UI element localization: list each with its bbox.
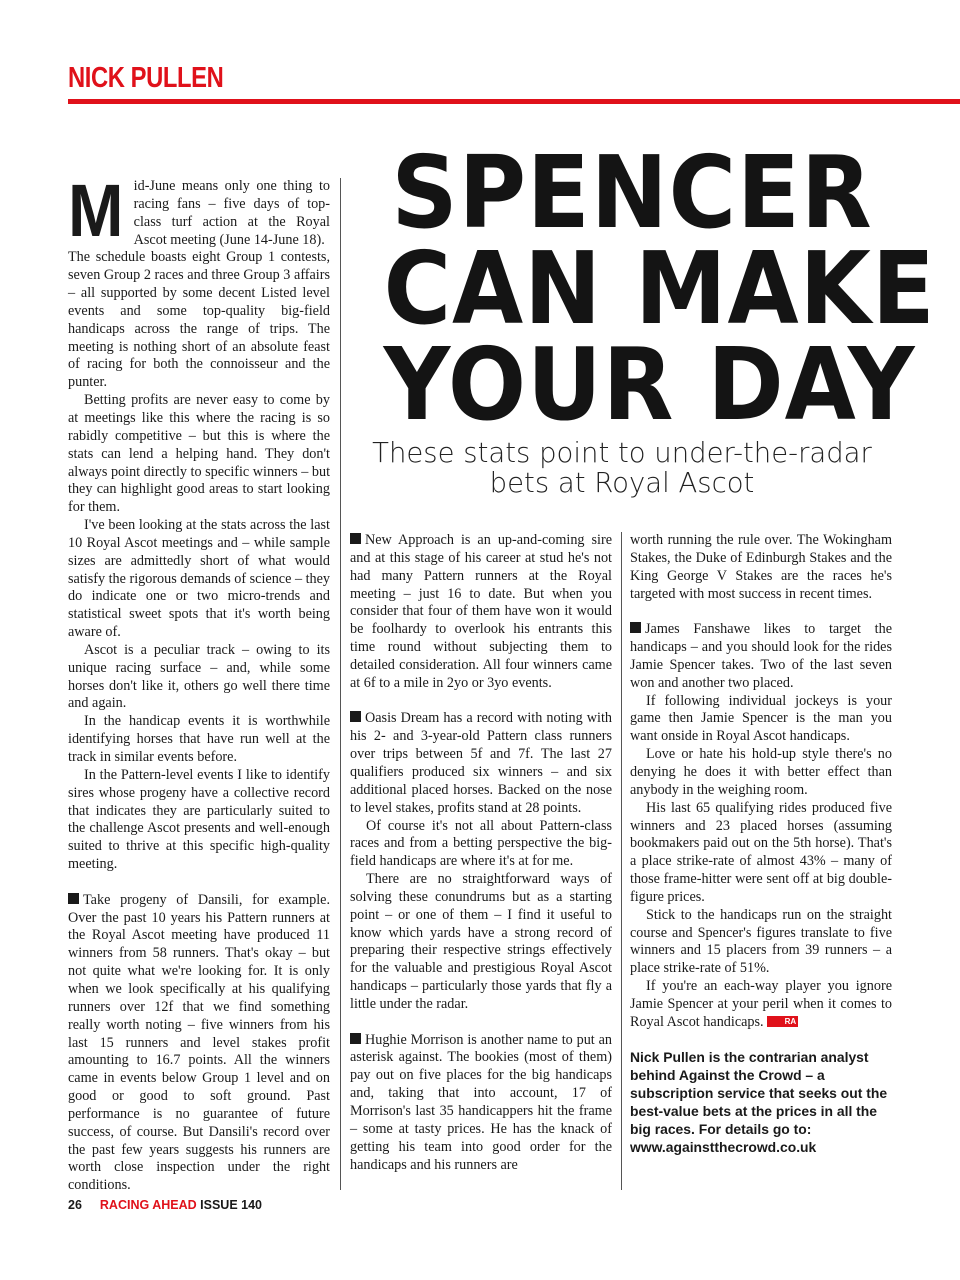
article-column-2 <box>350 532 612 1174</box>
standfirst: These stats point to under-the-radar bets at Royal Ascot <box>372 437 872 499</box>
drop-cap: M <box>68 169 124 252</box>
paragraph-text: James Fanshawe likes to target the handicaps – and you should look for the rides Jamie Spencer takes. Two of the last seven won and another two placed. <box>630 621 892 691</box>
headline <box>362 134 936 443</box>
headline-line-3: YOUR DAY <box>383 326 916 443</box>
paragraph: In the Pattern-level events I like to identify sires whose progeny have a collective record that indicates they are particularly suited to the challenge Ascot presents and well-enough suited to thrive at this specific high-quality meeting. <box>68 766 330 873</box>
article-column-1 <box>68 169 331 1195</box>
paragraph: The schedule boasts eight Group 1 contests, seven Group 2 races and three Group 3 affairs – all supported by some decent Listed level events and some top-quality big-field handicaps across the range of trips. The meeting is nothing short of an absolute feast of racing for both the connoisseur and the punter. <box>68 249 330 391</box>
paragraph-text: id-June means only one thing to racing fans – five days of top-class turf action at the Royal Ascot meeting (June 14-June 18). <box>133 178 330 248</box>
paragraph-text: If you're an each-way player you ignore Jamie Spencer at your peril when it comes to Royal Ascot handicaps. <box>630 978 892 1030</box>
paragraph-text: New Approach is an up-and-coming sire and at this stage of his career at stud he's not had many Pattern runners at the Royal meeting – just 16 to date. But when you consider that four of them have won it would be foolhardy to overlook his entrants this time round without subjecting them to detailed consideration. All four winners came at 6f to a mile in 2yo or 3yo events. <box>350 532 612 691</box>
paragraph: There are no straightforward ways of solving these conundrums but as a starting point – or one of them – I find it useful to know which yards have a strong record of preparing their respective strings effectively for the valuable and prestigious Royal Ascot handicaps – particularly those yards that fly a little under the radar. <box>350 871 612 1012</box>
paragraph: In the handicap events it is worthwhile identifying horses that have run well at the track in similar events before. <box>68 713 330 765</box>
headline-line-1: SPENCER <box>391 134 873 251</box>
paragraph: His last 65 qualifying rides produced five winners and 23 placed horses (assuming bookmakers paid out on the 5th horse). That's a place strike-rate of almost 43% – many of those frame-hitter were sent off at big double-figure prices. <box>630 799 892 905</box>
square-bullet-icon <box>630 622 641 633</box>
paragraph: Love or hate his hold-up style there's no denying he does it with better effect than anybody in the weighing room. <box>630 746 892 798</box>
square-bullet-icon <box>350 711 361 722</box>
paragraph <box>630 621 892 692</box>
paragraph: Betting profits are never easy to come by at meetings like this where the racing is so rabidly competitive – but this is where the stats can lend a helping hand. They don't always point directly to specific winners – but they can highlight good areas to start looking for them. <box>68 392 331 516</box>
paragraph: I've been looking at the stats across the last 10 Royal Ascot meetings and – while sample sizes are admittedly short of what would satisfy the rigorous demands of science – they do indicate one or two micro-trends and statistical sweet spots that it's worth being aware of. <box>68 517 331 641</box>
end-mark-logo: RA <box>767 1016 799 1027</box>
paragraph: Stick to the handicaps run on the straight course and Spencer's figures translate to five winners and 15 placers from 39 runners – a place strike-rate of 51%. <box>630 906 892 977</box>
column-divider-2 <box>621 532 622 1190</box>
paragraph <box>68 892 330 1195</box>
paragraph: Of course it's not all about Pattern-class races and from a betting perspective the big-field handicaps are where it's at for me. <box>350 817 612 870</box>
paragraph-text: Hughie Morrison is another name to put an asterisk against. The bookies (most of them) pay out on five places for the big handicaps and, taking that into account, 17 of Morrison's last 35 handicappers hit the frame – some at tasty prices. He has the knack of getting his team into good order for the handicaps and his runners are <box>350 1031 612 1173</box>
paragraph <box>630 978 892 1032</box>
column-divider-1 <box>340 178 341 1190</box>
paragraph-text: Oasis Dream has a record with noting with his 2- and 3-year-old Pattern class runners over trips between 5f and 7f. The last 27 qualifiers produced six winners – and six additional placed horses. Backed on the nose to level stakes, profits stand at 28 points. <box>350 710 612 816</box>
paragraph-text: Take progeny of Dansili, for example. Over the past 10 years his Pattern runners at the Royal Ascot meeting have produced 11 winners from 58 runners. That's okay – but not quite what we're looking for. It is only when we look specifically at his qualifying runners over 12f that we find something really worth noting – five winners from his last 15 runners and level stakes profit amounting to 16.7 points. All the winners came in events below Group 1 level and on good or good to soft ground. Past performance is no guarantee of future success, of course. But Dansili's record over the past few years suggests his runners are worth close inspection under the right conditions. <box>68 891 330 1194</box>
page-footer <box>68 1198 262 1212</box>
square-bullet-icon <box>68 893 79 904</box>
header-rule <box>68 99 960 104</box>
author-byline: NICK PULLEN <box>68 62 224 94</box>
square-bullet-icon <box>350 1033 361 1044</box>
page-number: 26 <box>68 1198 82 1212</box>
issue-number: ISSUE 140 <box>200 1198 262 1212</box>
paragraph <box>350 532 612 693</box>
paragraph <box>350 710 612 817</box>
paragraph: worth running the rule over. The Wokingham Stakes, the Duke of Edinburgh Stakes and the King George V Stakes are the races he's targeted with most success in recent times. <box>630 532 892 602</box>
paragraph: Ascot is a peculiar track – owing to its unique racing surface – and, while some horses don't like it, others go well there time and again. <box>68 641 330 712</box>
paragraph: If following individual jockeys is your game then Jamie Spencer is the man you want onside in Royal Ascot handicaps. <box>630 692 892 745</box>
author-bio: Nick Pullen is the contrarian analyst behind Against the Crowd – a subscription service that seeks out the best-value bets at the prices in all the big races. For details go to: www.againstthecrowd.co.uk <box>630 1049 888 1155</box>
headline-line-2: CAN MAKE <box>383 230 936 347</box>
square-bullet-icon <box>350 533 361 544</box>
paragraph <box>350 1032 612 1175</box>
paragraph <box>68 169 330 252</box>
magazine-name: RACING AHEAD <box>99 1198 197 1212</box>
article-column-3 <box>630 532 892 1157</box>
